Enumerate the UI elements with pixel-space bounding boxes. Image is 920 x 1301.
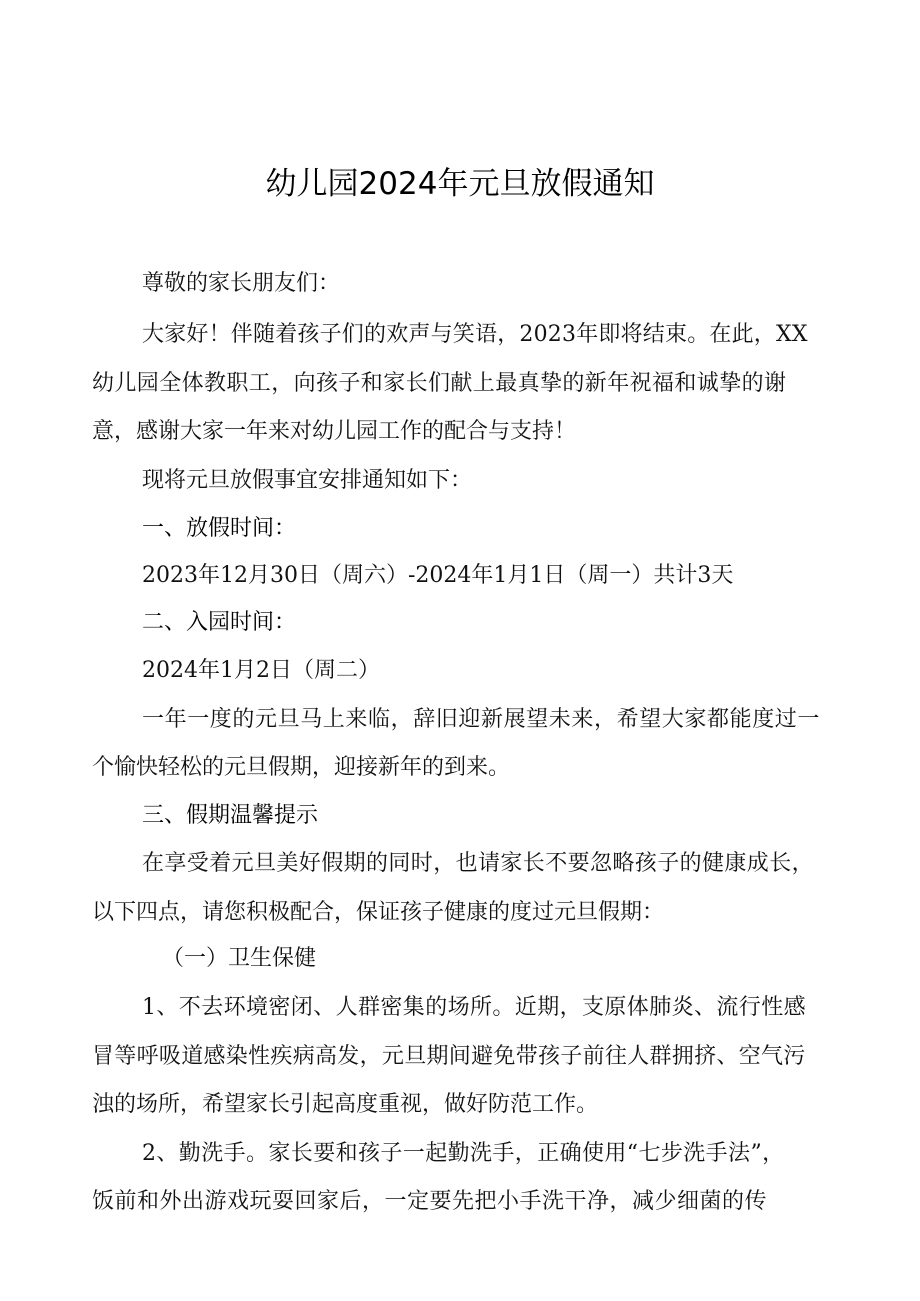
salutation: 尊敬的家长朋友们： <box>142 271 341 296</box>
section1-text: 2023年12月30日（周六）-2024年1月1日（周一）共计3天 <box>142 563 734 588</box>
item2-line-2: 饭前和外出游戏玩耍回家后，一定要先把小手洗干净，减少细菌的传 <box>92 1189 768 1214</box>
item2-line-1: 2、勤洗手。家长要和孩子一起勤洗手，正确使用“七步洗手法”， <box>142 1141 785 1166</box>
section3-intro-line-1: 在享受着元旦美好假期的同时，也请家长不要忽略孩子的健康成长， <box>142 851 815 876</box>
section3-heading: 三、假期温馨提示 <box>142 803 319 828</box>
section1-heading: 一、放假时间： <box>142 516 297 541</box>
section2-text: 2024年1月2日（周二） <box>142 658 380 683</box>
section2-heading: 二、入园时间： <box>142 610 297 635</box>
section2-para-line-2: 个愉快轻松的元旦假期，迎接新年的到来。 <box>92 755 511 780</box>
document-title: 幼儿园2024年元旦放假通知 <box>265 166 655 202</box>
arrangement-intro: 现将元旦放假事宜安排通知如下： <box>142 468 473 493</box>
section3-intro-line-2: 以下四点，请您积极配合，保证孩子健康的度过元旦假期： <box>92 900 665 925</box>
intro-line-1: 大家好！伴随着孩子们的欢声与笑语，2023年即将结束。在此，XX <box>142 322 808 347</box>
section2-para-line-1: 一年一度的元旦马上来临，辞旧迎新展望未来，希望大家都能度过一 <box>142 707 821 732</box>
section3-subheading: （一）卫生保健 <box>162 946 317 971</box>
item1-line-3: 浊的场所，希望家长引起高度重视，做好防范工作。 <box>92 1092 599 1117</box>
intro-line-3: 意，感谢大家一年来对幼儿园工作的配合与支持！ <box>92 419 577 444</box>
item1-line-1: 1、不去环境密闭、人群密集的场所。近期，支原体肺炎、流行性感 <box>142 995 806 1020</box>
intro-line-2: 幼儿园全体教职工，向孩子和家长们献上最真挚的新年祝福和诚挚的谢 <box>92 371 787 396</box>
item1-line-2: 冒等呼吸道感染性疾病高发，元旦期间避免带孩子前往人群拥挤、空气污 <box>92 1044 806 1069</box>
